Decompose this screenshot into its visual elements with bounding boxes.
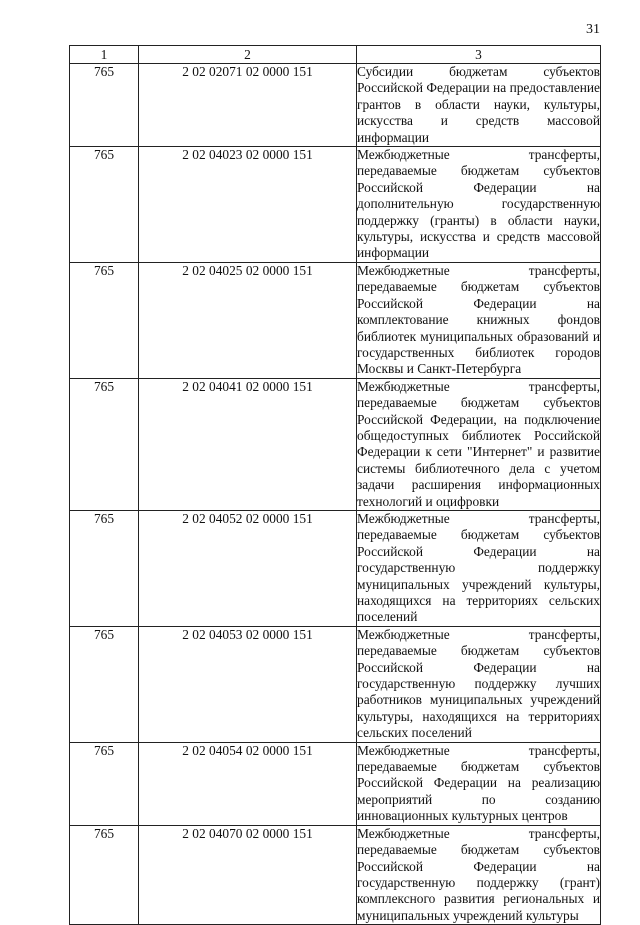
table-row [70, 262, 601, 378]
description-cell: Межбюджетные трансферты, передаваемые бюджетам субъектов Российской Федерации на государственную поддержку лучших работников муниципальных учреждений культуры, находящихся на территориях сельских поселений [357, 626, 600, 741]
description-cell: Субсидии бюджетам субъектов Российской Федерации на предоставление грантов в области науки, культуры, искусства и средств массовой информации [357, 64, 600, 145]
budget-code-cell: 2 02 04054 02 0000 151 [139, 742, 357, 825]
table-header-row [70, 46, 601, 64]
header-col-1: 1 [70, 46, 139, 64]
admin-code-cell: 765 [70, 626, 139, 742]
budget-codes-table [69, 45, 601, 925]
header-col-2: 2 [139, 46, 357, 64]
description-cell: Межбюджетные трансферты, передаваемые бюджетам субъектов Российской Федерации на реализацию мероприятий по созданию инновационных культурных центров [357, 742, 600, 824]
budget-code-cell: 2 02 02071 02 0000 151 [139, 64, 357, 147]
admin-code-cell: 765 [70, 262, 139, 378]
description-cell: Межбюджетные трансферты, передаваемые бюджетам субъектов Российской Федерации, на подключение общедоступных библиотек Российской Федерации к сети "Интернет" и развитие системы библиотечного дела с учетом задачи расширения информационных технологий и оцифровки [357, 378, 600, 509]
admin-code-cell: 765 [70, 64, 139, 147]
admin-code-cell: 765 [70, 147, 139, 263]
description-cell: Межбюджетные трансферты, передаваемые бюджетам субъектов Российской Федерации на дополнительную государственную поддержку (гранты) в области науки, культуры, искусства и средств массовой информации [357, 147, 600, 261]
table-row [70, 742, 601, 825]
page-number: 31 [586, 22, 600, 37]
budget-code-cell: 2 02 04053 02 0000 151 [139, 626, 357, 742]
budget-code-cell: 2 02 04041 02 0000 151 [139, 378, 357, 510]
budget-code-cell: 2 02 04025 02 0000 151 [139, 262, 357, 378]
admin-code-cell: 765 [70, 742, 139, 825]
table-row [70, 378, 601, 510]
budget-code-cell: 2 02 04023 02 0000 151 [139, 147, 357, 263]
admin-code-cell: 765 [70, 510, 139, 626]
description-cell: Межбюджетные трансферты, передаваемые бюджетам субъектов Российской Федерации на государственную поддержку (грант) комплексного развития региональных и муниципальных учреждений культуры [357, 825, 600, 923]
description-cell: Межбюджетные трансферты, передаваемые бюджетам субъектов Российской Федерации на комплектование книжных фондов библиотек муниципальных образований и государственных библиотек городов Москвы и Санкт-Петербурга [357, 262, 600, 377]
budget-code-cell: 2 02 04070 02 0000 151 [139, 825, 357, 924]
table-row [70, 64, 601, 147]
table-row [70, 626, 601, 742]
admin-code-cell: 765 [70, 378, 139, 510]
budget-code-cell: 2 02 04052 02 0000 151 [139, 510, 357, 626]
table-row [70, 825, 601, 924]
admin-code-cell: 765 [70, 825, 139, 924]
table-row [70, 510, 601, 626]
description-cell: Межбюджетные трансферты, передаваемые бюджетам субъектов Российской Федерации на государственную поддержку муниципальных учреждений культуры, находящихся на территориях сельских поселений [357, 510, 600, 625]
table-row [70, 147, 601, 263]
header-col-3: 3 [357, 46, 601, 64]
